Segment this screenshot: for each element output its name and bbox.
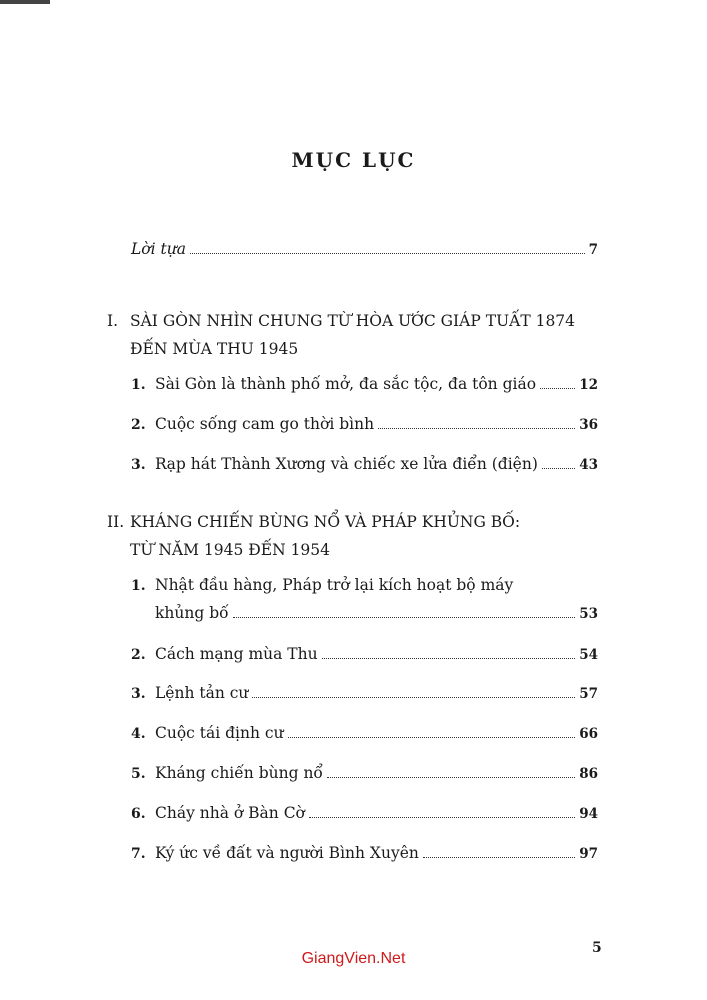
toc-entry-label: Ký ức về đất và người Bình Xuyên bbox=[155, 844, 419, 862]
toc-entry-page: 57 bbox=[579, 686, 598, 702]
toc-entry-page: 94 bbox=[579, 806, 598, 822]
scan-corner-mark bbox=[0, 0, 50, 4]
section-numeral: I. bbox=[107, 312, 119, 330]
toc-entry-label: Cách mạng mùa Thu bbox=[155, 645, 318, 663]
toc-entry[interactable] bbox=[131, 684, 598, 702]
toc-entry-label: Cuộc tái định cư bbox=[155, 724, 284, 742]
toc-entry[interactable] bbox=[131, 844, 598, 862]
toc-entry-number: 3. bbox=[131, 457, 146, 473]
toc-entry-page: 43 bbox=[579, 457, 598, 473]
section-numeral: II. bbox=[107, 513, 125, 531]
dot-leader bbox=[288, 737, 576, 738]
toc-entry-preface[interactable] bbox=[131, 240, 598, 258]
section-title-line-1: SÀI GÒN NHÌN CHUNG TỪ HÒA ƯỚC GIÁP TUẤT 1874 bbox=[130, 312, 576, 330]
dot-leader bbox=[423, 857, 575, 858]
toc-entry-page: 7 bbox=[588, 242, 598, 258]
toc-entry-label: Cuộc sống cam go thời bình bbox=[155, 415, 375, 433]
toc-entry[interactable] bbox=[131, 804, 598, 822]
toc-entry-number: 6. bbox=[131, 806, 146, 822]
toc-entry-page: 66 bbox=[579, 726, 598, 742]
toc-entry-page: 36 bbox=[579, 417, 598, 433]
toc-entry[interactable] bbox=[131, 645, 598, 663]
toc-entry[interactable] bbox=[131, 375, 598, 393]
toc-entry-number: 3. bbox=[131, 686, 146, 702]
toc-entry-label: Kháng chiến bùng nổ bbox=[155, 764, 323, 782]
dot-leader bbox=[233, 617, 576, 618]
toc-entry-label: Lời tựa bbox=[131, 240, 186, 258]
toc-entry-label: Cháy nhà ở Bàn Cờ bbox=[155, 804, 305, 822]
section-title-line-2: ĐẾN MÙA THU 1945 bbox=[130, 340, 299, 358]
section-heading-part-1 bbox=[107, 307, 575, 363]
toc-entry-label: Nhật đầu hàng, Pháp trở lại kích hoạt bộ máy bbox=[155, 576, 514, 594]
toc-entry-number: 1. bbox=[131, 377, 146, 393]
toc-entry-number: 7. bbox=[131, 846, 146, 862]
toc-entry-page: 54 bbox=[579, 647, 598, 663]
section-title-line-1: KHÁNG CHIẾN BÙNG NỔ VÀ PHÁP KHỦNG BỐ: bbox=[130, 513, 521, 531]
dot-leader bbox=[540, 388, 575, 389]
toc-entry-label: Sài Gòn là thành phố mở, đa sắc tộc, đa tôn giáo bbox=[155, 375, 537, 393]
toc-entry-label: Rạp hát Thành Xương và chiếc xe lửa điển (điện) bbox=[155, 455, 538, 473]
dot-leader bbox=[252, 697, 575, 698]
toc-entry-page: 53 bbox=[579, 606, 598, 622]
toc-entry-number: 2. bbox=[131, 417, 146, 433]
toc-entry-number: 2. bbox=[131, 647, 146, 663]
toc-entry-page: 12 bbox=[579, 377, 598, 393]
toc-entry-page: 97 bbox=[579, 846, 598, 862]
toc-entry-number: 1. bbox=[131, 578, 146, 594]
toc-entry-first-line bbox=[131, 576, 513, 594]
toc-entry[interactable] bbox=[131, 724, 598, 742]
toc-entry[interactable] bbox=[131, 764, 598, 782]
toc-entry-label: Lệnh tản cư bbox=[155, 684, 249, 702]
dot-leader bbox=[327, 777, 575, 778]
toc-entry-page: 86 bbox=[579, 766, 598, 782]
page-title: MỤC LỤC bbox=[291, 148, 416, 172]
toc-entry-label-continued: khủng bố bbox=[155, 604, 229, 622]
page-number: 5 bbox=[592, 940, 602, 956]
toc-entry-number: 4. bbox=[131, 726, 146, 742]
toc-entry[interactable] bbox=[131, 455, 598, 473]
dot-leader bbox=[322, 658, 576, 659]
watermark: GiangVien.Net bbox=[301, 950, 406, 967]
dot-leader bbox=[378, 428, 575, 429]
dot-leader bbox=[309, 817, 575, 818]
section-heading-part-2 bbox=[107, 508, 520, 564]
dot-leader bbox=[190, 253, 585, 254]
toc-entry[interactable] bbox=[155, 604, 598, 622]
toc-entry[interactable] bbox=[131, 415, 598, 433]
dot-leader bbox=[542, 468, 575, 469]
toc-entry-number: 5. bbox=[131, 766, 146, 782]
section-title-line-2: TỪ NĂM 1945 ĐẾN 1954 bbox=[130, 541, 331, 559]
